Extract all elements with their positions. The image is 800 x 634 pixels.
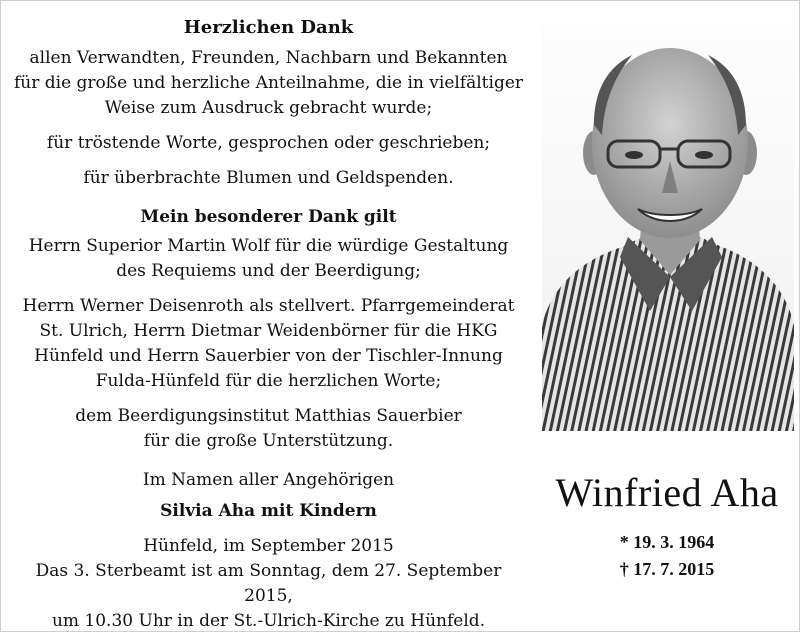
signer: Silvia Aha mit Kindern bbox=[160, 501, 377, 521]
special-line: des Requiems und der Beerdigung; bbox=[116, 261, 421, 281]
death-date: † 17. 7. 2015 bbox=[619, 559, 715, 579]
special-heading: Mein besonderer Dank gilt bbox=[140, 207, 397, 227]
intro-line: für überbrachte Blumen und Geldspenden. bbox=[83, 168, 454, 188]
intro-line: für tröstende Worte, gesprochen oder geschrieben; bbox=[46, 133, 491, 153]
portrait-photo bbox=[542, 25, 794, 431]
heading: Herzlichen Dank bbox=[183, 17, 354, 38]
birth-date: * 19. 3. 1964 bbox=[619, 532, 715, 552]
intro-line: allen Verwandten, Freunden, Nachbarn und Bekannten bbox=[29, 48, 508, 68]
special-line: Fulda-Hünfeld für die herzlichen Worte; bbox=[95, 371, 442, 391]
place-date: Hünfeld, im September 2015 bbox=[143, 536, 394, 556]
mass-line: Das 3. Sterbeamt ist am Sonntag, dem 27. September 2015, bbox=[35, 561, 502, 606]
special-line: dem Beerdigungsinstitut Matthias Sauerbier bbox=[75, 406, 462, 426]
special-line: Hünfeld und Herrn Sauerbier von der Tischler-Innung bbox=[34, 346, 503, 366]
signoff: Im Namen aller Angehörigen bbox=[142, 470, 395, 490]
deceased-name: Winfried Aha bbox=[555, 470, 779, 515]
deceased-info bbox=[536, 471, 798, 583]
special-line: Herrn Superior Martin Wolf für die würdige Gestaltung bbox=[28, 236, 509, 256]
special-line: St. Ulrich, Herrn Dietmar Weidenbörner für die HKG bbox=[39, 321, 498, 341]
mass-line: um 10.30 Uhr in der St.-Ulrich-Kirche zu Hünfeld. bbox=[51, 611, 486, 631]
intro-line: für die große und herzliche Anteilnahme, die in vielfältiger bbox=[13, 73, 524, 93]
special-line: Herrn Werner Deisenroth als stellvert. Pfarrgemeinderat bbox=[22, 296, 515, 316]
intro-line: Weise zum Ausdruck gebracht wurde; bbox=[104, 98, 433, 118]
life-dates bbox=[620, 529, 715, 583]
thank-you-text bbox=[11, 15, 526, 634]
special-line: für die große Unterstützung. bbox=[143, 431, 394, 451]
